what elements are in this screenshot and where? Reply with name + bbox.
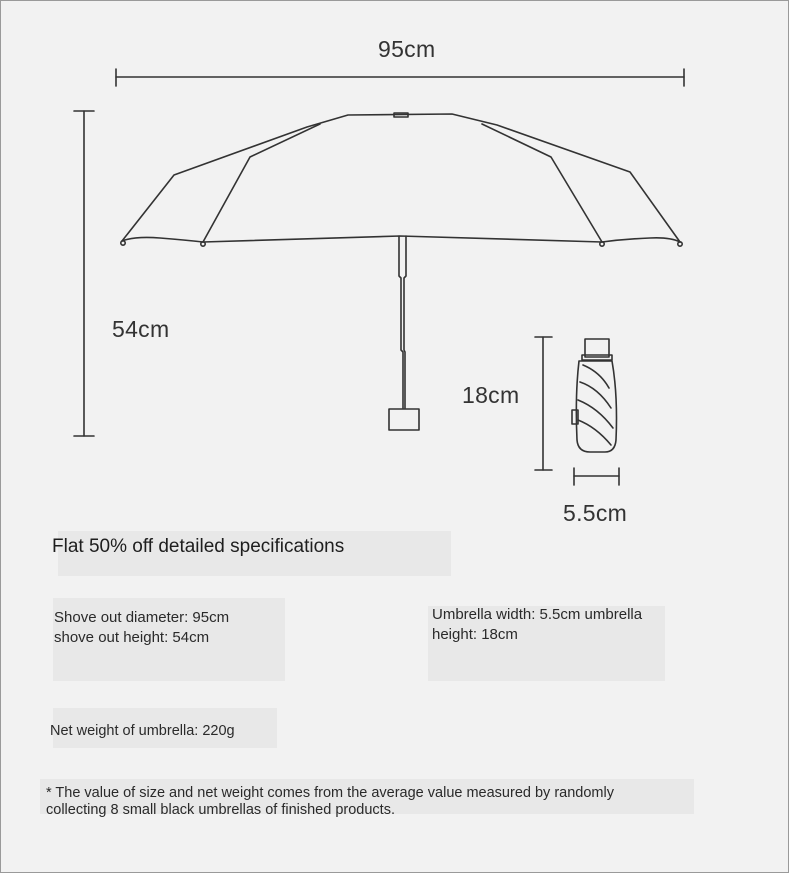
height-label: 54cm [112,316,170,342]
open-diameter-spec: Shove out diameter: 95cm [54,609,230,626]
height-dimension-line [74,111,94,436]
open-umbrella-icon [121,113,682,430]
diameter-label: 95cm [378,36,436,62]
closed-height-spec: height: 18cm [432,626,518,643]
open-height-spec: shove out height: 54cm [54,629,210,646]
closed-umbrella-icon [572,339,617,452]
closed-width-dimension-line [574,468,619,485]
closed-width-label: 5.5cm [563,500,628,526]
width-dimension-line [116,69,684,86]
closed-width-spec: Umbrella width: 5.5cm umbrella [432,606,643,623]
closed-height-dimension-line [535,337,552,470]
footnote-line-2: collecting 8 small black umbrellas of finished products. [46,802,395,818]
net-weight-spec: Net weight of umbrella: 220g [50,723,235,739]
page-title: Flat 50% off detailed specifications [52,536,345,557]
footnote-line-1: * The value of size and net weight comes from the average value measured by randomly [46,785,614,801]
closed-height-label: 18cm [462,382,520,408]
